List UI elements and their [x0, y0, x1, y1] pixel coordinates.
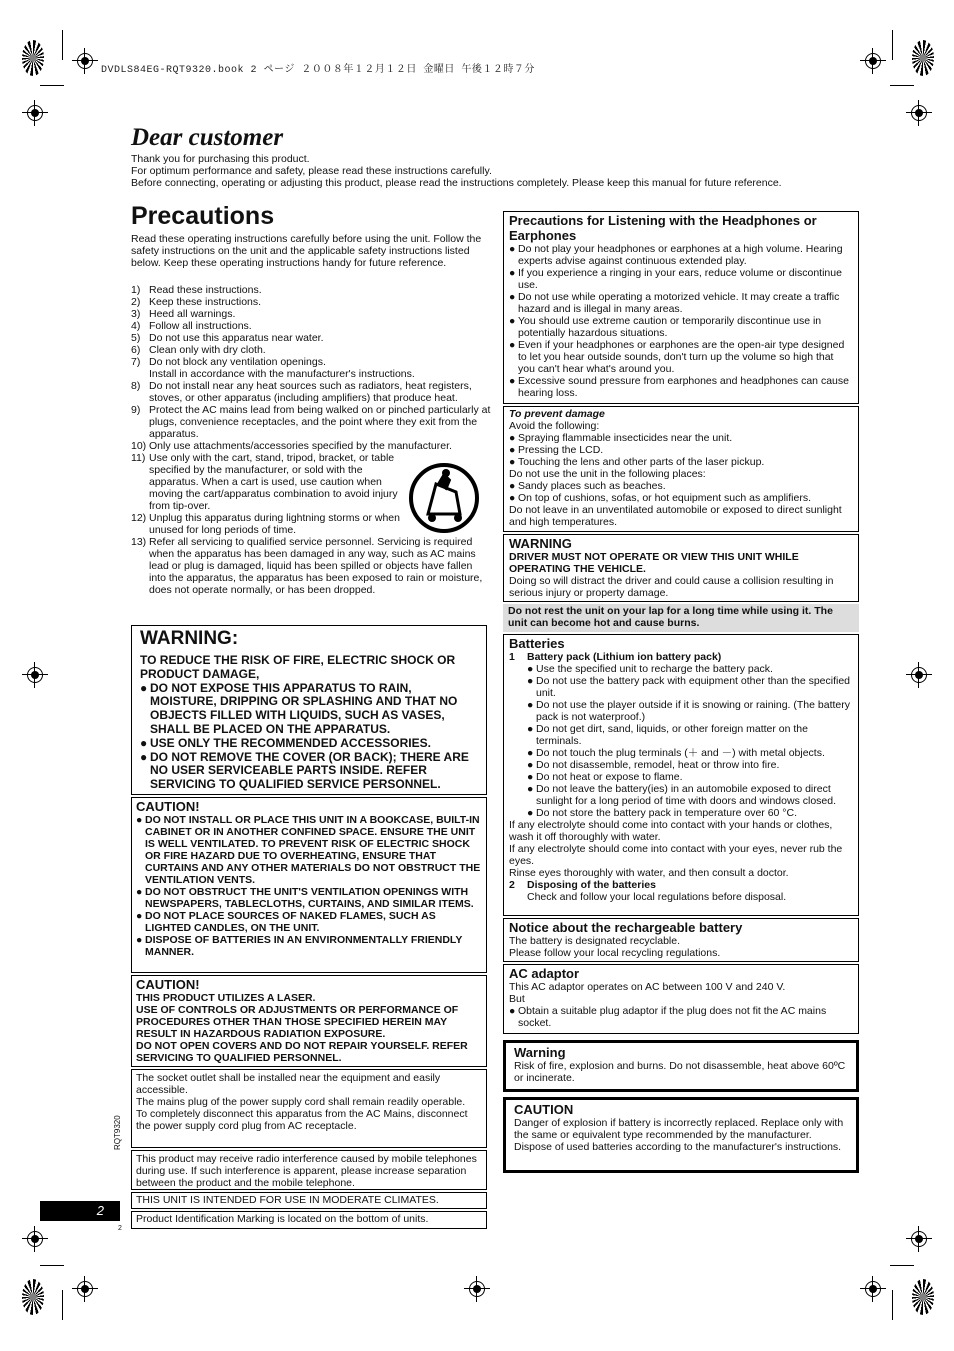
caution-title: CAUTION!	[136, 799, 200, 814]
battery-caution-box: CAUTION Danger of explosion if battery is incorrectly replaced. Replace only with the same or equivalent type recommended by the manufacturer. Dispose of used batteries according to the manufacturer's instructions.	[503, 1097, 859, 1173]
list-item: 13) Refer all servicing to qualified service personnel. Servicing is required when the apparatus has been damaged in any way, such as AC mains lead or plug is damaged, liquid has been spilled or objects have fallen into the apparatus, the apparatus has been exposed to rain or moisture, does not operate normally, or has been dropped.	[131, 536, 483, 596]
warning-body	[140, 654, 478, 792]
battery-warning-box: Warning Risk of fire, explosion and burns. Do not disassemble, heat above 60ºC or incinerate.	[503, 1040, 859, 1092]
list-item: ● Do not touch the plug terminals (＋ and －) with metal objects.	[527, 747, 825, 759]
socket-outlet-notice: The socket outlet shall be installed near the equipment and easily accessible. The mains plug of the power supply cord shall remain readily operable. To completely disconnect this apparatus from the AC Mains, disconnect the power supply cord plug from AC receptacle.	[131, 1069, 487, 1148]
section-title: Warning	[514, 1045, 566, 1060]
intro-line: For optimum performance and safety, please read these instructions carefully.	[131, 165, 492, 177]
page-number-tab: 2	[40, 1201, 120, 1221]
list-item: 6) Clean only with dry cloth.	[131, 344, 266, 356]
list-item: ● Do not disassemble, remodel, heat or throw into fire.	[527, 759, 780, 771]
color-registration-mark	[22, 40, 44, 76]
list-item: ● If you experience a ringing in your ears, reduce volume or discontinue use.	[509, 267, 842, 291]
precautions-intro: Read these operating instructions carefully before using the unit. Follow the safety instructions on the unit and the applicable safety instructions listed below. Keep these operating instructions handy for future reference.	[131, 233, 482, 269]
list-item: 9) Protect the AC mains lead from being walked on or pinched particularly at plugs, convenience receptacles, and the point where they exit from the apparatus.	[131, 404, 491, 440]
crosshair-registration-mark	[464, 1276, 490, 1302]
crosshair-registration-mark	[72, 48, 98, 74]
list-item: 5) Do not use this apparatus near water.	[131, 332, 324, 344]
list-item: 4) Follow all instructions.	[131, 320, 252, 332]
list-item: ● DO NOT OBSTRUCT THE UNIT'S VENTILATION OPENINGS WITH NEWSPAPERS, TABLECLOTHS, CURTAINS, AND SIMILAR ITEMS.	[136, 886, 474, 910]
list-item: ● Touching the lens and other parts of the laser pickup.	[509, 456, 765, 468]
list-item: 1) Read these instructions.	[131, 284, 262, 296]
safety-instructions-list	[131, 284, 491, 596]
list-item: ● DISPOSE OF BATTERIES IN AN ENVIRONMENTALLY FRIENDLY MANNER.	[136, 934, 463, 958]
headphones-precautions-box	[503, 211, 859, 404]
list-item: ● On top of cushions, sofas, or hot equipment such as amplifiers.	[509, 492, 811, 504]
crosshair-registration-mark	[22, 1226, 48, 1252]
section-title: Precautions for Listening with the Headphones or Earphones	[509, 213, 817, 243]
list-item: ● DO NOT EXPOSE THIS APPARATUS TO RAIN, MOISTURE, DRIPPING OR SPLASHING AND THAT NO OBJECTS FILLED WITH LIQUIDS, SUCH AS VASES, SHALL BE PLACED ON THE APPARATUS.	[140, 680, 458, 736]
list-item: 7) Do not block any ventilation openings. Install in accordance with the manufacturer's instructions.	[131, 356, 415, 380]
crop-mark	[62, 30, 63, 60]
list-item: ● Excessive sound pressure from earphones and headphones can cause hearing loss.	[509, 375, 849, 399]
list-item: ● Do not store the battery pack in temperature over 60 °C.	[527, 807, 797, 819]
prevent-damage-box: To prevent damage Avoid the following: ● Spraying flammable insecticides near the unit. ● Pressing the LCD. ● Touching the lens and other parts of the laser pickup. Do not use the unit in the following places: ● Sandy places such as beaches. ● On top of cushions, sofas, or hot equipment such as amplifiers. Do not leave in an unventilated automobile or exposed to direct sunlight and high temperatures.	[503, 406, 859, 532]
crosshair-registration-mark	[906, 662, 932, 688]
section-title: AC adaptor	[509, 966, 580, 981]
list-item: ● Do not leave the battery(ies) in an automobile exposed to direct sunlight for a long period of time with doors and windows closed.	[527, 783, 836, 807]
page-number-small: 2	[118, 1225, 122, 1232]
intro-line: Before connecting, operating or adjusting this product, please read the instructions completely. Please keep this manual for future reference.	[131, 177, 782, 189]
list-item: ● Do not play your headphones or earphones at a high volume. Hearing experts advise against continuous extended play.	[509, 243, 843, 267]
crop-mark	[40, 85, 64, 86]
batteries-box: Batteries 1 Battery pack (Lithium ion battery pack) ● Use the specified unit to recharge the battery pack. ● Do not use the battery pack with equipment other than the specified unit. ● Do not use the player outside if it is snowing or raining. (The battery pack is not waterproof.) ● Do not get dirt, sand, liquids, or other foreign matter on the terminals. ● Do not touch the plug terminals (＋ and －) with metal objects. ● Do not disassemble, remodel, heat or throw into fire. ● Do not heat or expose to flame. ● Do not leave the battery(ies) in an automobile exposed to direct sunlight for a long period of time with doors and windows closed. ● Do not store the battery pack in temperature over 60 °C. If any electrolyte should come into contact with your hands or clothes, wash it off thoroughly with water. If any electrolyte should come into contact with your eyes, never rub the eyes. Rinse eyes thoroughly with water, and then consult a doctor. 2 Disposing of the batteries Check and follow your local regulations before disposal.	[503, 634, 859, 916]
crop-mark	[62, 1290, 63, 1320]
list-item: ● Use the specified unit to recharge the battery pack.	[527, 663, 773, 675]
list-item: ● Obtain a suitable plug adaptor if the plug does not fit the AC mains socket.	[509, 1005, 827, 1029]
warning-box	[131, 625, 487, 795]
crop-mark	[890, 1265, 914, 1266]
crosshair-registration-mark	[72, 1276, 98, 1302]
caution-ventilation-box	[131, 797, 487, 973]
list-item: ● Pressing the LCD.	[509, 444, 604, 456]
list-item: ● Do not get dirt, sand, liquids, or other foreign matter on the terminals.	[527, 723, 808, 747]
dear-customer-intro	[131, 153, 782, 189]
color-registration-mark	[22, 1279, 44, 1315]
crop-mark	[890, 85, 914, 86]
list-item: ● DO NOT INSTALL OR PLACE THIS UNIT IN A BOOKCASE, BUILT-IN CABINET OR IN ANOTHER CONFINED SPACE. ENSURE THE UNIT IS WELL VENTILATED. TO PREVENT RISK OF ELECTRIC SHOCK OR FIRE HAZARD DUE TO OVERHEATING, ENSURE THAT CURTAINS AND ANY OTHER MATERIALS DO NOT OBSTRUCT THE VENTILATION VENTS.	[136, 814, 481, 886]
list-item: ● Do not use the player outside if it is snowing or raining. (The battery pack is not waterproof.)	[527, 699, 850, 723]
crosshair-registration-mark	[860, 1276, 886, 1302]
identification-marking-notice: Product Identification Marking is located on the bottom of units.	[131, 1211, 487, 1229]
section-title: CAUTION	[514, 1102, 574, 1117]
list-item: 8) Do not install near any heat sources such as radiators, heat registers, stoves, or other apparatus (including amplifiers) that produce heat.	[131, 380, 472, 404]
caution-laser-text: THIS PRODUCT UTILIZES A LASER. USE OF CONTROLS OR ADJUSTMENTS OR PERFORMANCE OF PROCEDURES OTHER THAN THOSE SPECIFIED HEREIN MAY RESULT IN HAZARDOUS RADIATION EXPOSURE. DO NOT OPEN COVERS AND DO NOT REPAIR YOURSELF. REFER SERVICING TO QUALIFIED PERSONNEL.	[136, 992, 468, 1064]
list-item: ● Do not use while operating a motorized vehicle. It may create a traffic hazard and is illegal in many areas.	[509, 291, 840, 315]
list-item: ● You should use extreme caution or temporarily discontinue use in potentially hazardous situations.	[509, 315, 822, 339]
crosshair-registration-mark	[860, 48, 886, 74]
caution-title: CAUTION!	[136, 977, 200, 992]
list-item: ● DO NOT REMOVE THE COVER (OR BACK); THERE ARE NO USER SERVICEABLE PARTS INSIDE. REFER SERVICING TO QUALIFIED SERVICE PERSONNEL.	[140, 749, 469, 792]
vehicle-warning-box: WARNING DRIVER MUST NOT OPERATE OR VIEW THIS UNIT WHILE OPERATING THE VEHICLE. Doing so will distract the driver and could cause a collision resulting in serious injury or property damage.	[503, 534, 859, 602]
caution-laser-box	[131, 975, 487, 1067]
crop-mark	[892, 30, 893, 60]
crosshair-registration-mark	[22, 100, 48, 126]
list-item: 11) Use only with the cart, stand, tripod, bracket, or table specified by the manufacturer, or sold with the apparatus. When a cart is used, use caution when moving the cart/apparatus combination to avoid injury from tip-over.	[131, 452, 398, 512]
radio-interference-notice: This product may receive radio interference caused by mobile telephones during use. If such interference is apparent, please increase separation between the product and the mobile telephone.	[131, 1150, 487, 1190]
lap-heat-notice: Do not rest the unit on your lap for a long time while using it. The unit can become hot and cause burns.	[503, 604, 859, 632]
crop-mark	[892, 1290, 893, 1320]
rechargeable-notice-box: Notice about the rechargeable battery The battery is designated recyclable. Please follow your local recycling regulations.	[503, 918, 859, 962]
section-title: WARNING	[509, 536, 572, 551]
climate-notice: THIS UNIT IS INTENDED FOR USE IN MODERATE CLIMATES.	[131, 1192, 487, 1209]
dear-customer-title: Dear customer	[131, 124, 284, 151]
warning-title: WARNING:	[140, 628, 239, 649]
list-item: ● Spraying flammable insecticides near the unit.	[509, 432, 733, 444]
list-item: 12) Unplug this apparatus during lightning storms or when unused for long periods of time.	[131, 512, 400, 536]
intro-line: Thank you for purchasing this product.	[131, 153, 310, 165]
crop-mark	[40, 1265, 64, 1266]
color-registration-mark	[912, 40, 934, 76]
section-title: Notice about the rechargeable battery	[509, 920, 743, 935]
list-item: ● Do not use the battery pack with equipment other than the specified unit.	[527, 675, 851, 699]
list-item: 10) Only use attachments/accessories specified by the manufacturer.	[131, 440, 452, 452]
list-item: 2) Keep these instructions.	[131, 296, 262, 308]
list-item: ● Even if your headphones or earphones are the open-air type designed to let you hear outside sounds, don't turn up the volume so high that you can't hear what's around you.	[509, 339, 845, 375]
precautions-title: Precautions	[131, 202, 275, 230]
model-code-vertical: RQT9320	[113, 1115, 122, 1150]
list-item: ● USE ONLY THE RECOMMENDED ACCESSORIES.	[140, 735, 431, 750]
section-title: To prevent damage	[509, 408, 605, 420]
list-item: 3) Heed all warnings.	[131, 308, 236, 320]
crosshair-registration-mark	[906, 1226, 932, 1252]
list-item: ● Sandy places such as beaches.	[509, 480, 666, 492]
warning-lead: TO REDUCE THE RISK OF FIRE, ELECTRIC SHOCK OR PRODUCT DAMAGE,	[140, 653, 456, 681]
color-registration-mark	[912, 1279, 934, 1315]
print-header-line: DVDLS84EG-RQT9320.book 2 ページ ２００８年１２月１２日 金曜日 午後１２時７分	[101, 65, 535, 76]
list-item: ● DO NOT PLACE SOURCES OF NAKED FLAMES, SUCH AS LIGHTED CANDLES, ON THE UNIT.	[136, 910, 436, 934]
cart-tip-over-warning-icon	[408, 462, 480, 534]
crosshair-registration-mark	[22, 662, 48, 688]
crosshair-registration-mark	[906, 100, 932, 126]
section-title: Batteries	[509, 636, 565, 651]
ac-adaptor-box: AC adaptor This AC adaptor operates on AC between 100 V and 240 V. But ● Obtain a suitable plug adaptor if the plug does not fit the AC mains socket.	[503, 964, 859, 1034]
list-item: ● Do not heat or expose to flame.	[527, 771, 683, 783]
